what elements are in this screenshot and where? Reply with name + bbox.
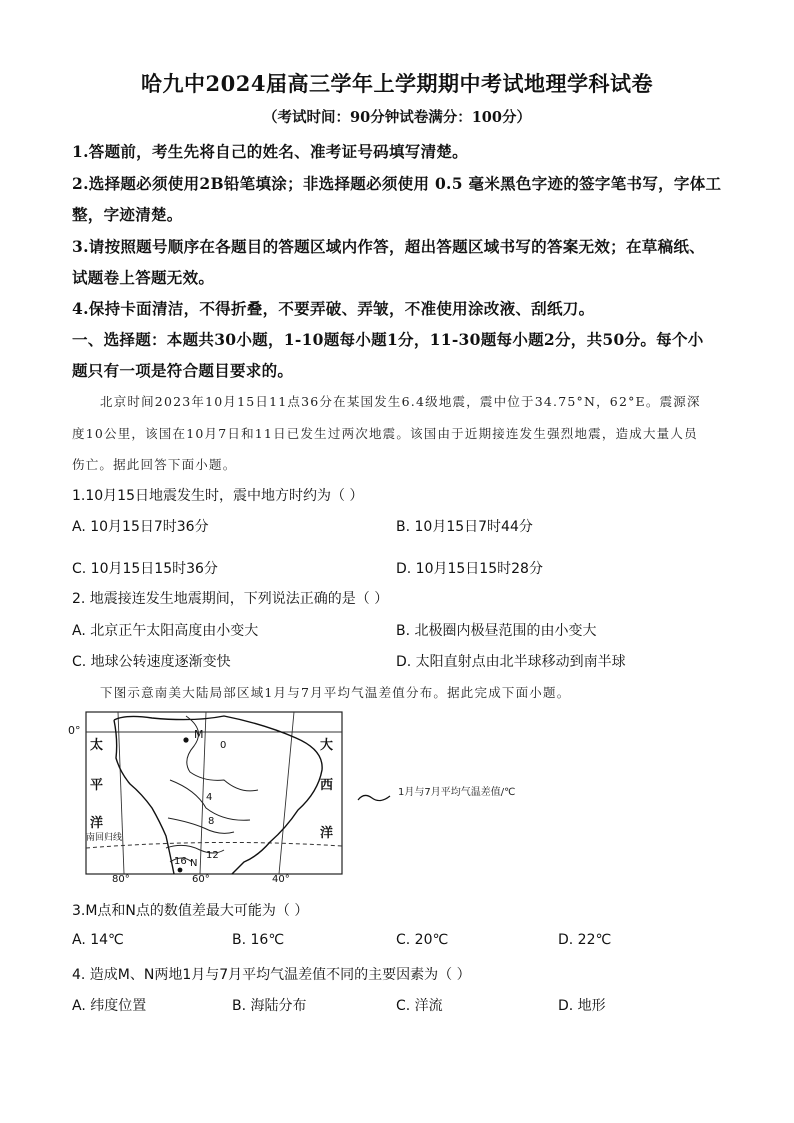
question-3-option-b[interactable]: B. 16℃	[232, 932, 285, 948]
pacific-char-2: 平	[90, 778, 104, 793]
question-3-option-d[interactable]: D. 22℃	[558, 932, 612, 948]
point-m-label: M	[194, 728, 204, 741]
isoline-label-0: 0	[220, 740, 227, 751]
instruction-3-cont: 试题卷上答题无效。	[72, 268, 215, 287]
question-1-option-b[interactable]: B. 10月15日7时44分	[396, 519, 533, 535]
legend-label: 1月与7月平均气温差值/℃	[398, 787, 516, 798]
legend-isoline-symbol	[356, 788, 392, 808]
atlantic-char-3: 洋	[320, 826, 334, 841]
question-3-option-c[interactable]: C. 20℃	[396, 932, 449, 948]
isoline-label-8: 8	[208, 816, 215, 827]
isoline-label-4: 4	[206, 792, 213, 803]
longitude-label-80: 80°	[112, 874, 130, 885]
isoline-label-12: 12	[206, 850, 219, 861]
passage-1-line-1: 北京时间2023年10月15日11点36分在某国发生6.4级地震，震中位于34.75°N，62°E。震源深	[100, 394, 701, 409]
question-4-option-a[interactable]: A. 纬度位置	[72, 998, 147, 1014]
question-2-option-c[interactable]: C. 地球公转速度逐渐变快	[72, 654, 231, 670]
temperature-difference-map	[68, 710, 346, 886]
question-4-option-d[interactable]: D. 地形	[558, 998, 606, 1014]
section-heading-cont: 题只有一项是符合题目要求的。	[72, 361, 294, 380]
point-n-label: N	[190, 858, 198, 869]
question-2-option-b[interactable]: B. 北极圈内极昼范围的由小变大	[396, 623, 597, 639]
question-3-stem: 3.M点和N点的数值差最大可能为（ ）	[72, 903, 309, 919]
question-2-option-d[interactable]: D. 太阳直射点由北半球移动到南半球	[396, 654, 626, 670]
instruction-3: 3.请按照题号顺序在各题目的答题区域内作答，超出答题区域书写的答案无效；在草稿纸、	[72, 237, 705, 256]
question-1-stem: 1.10月15日地震发生时，震中地方时约为（ ）	[72, 488, 364, 504]
instruction-4: 4.保持卡面清洁，不得折叠，不要弄破、弄皱，不准使用涂改液、刮纸刀。	[72, 299, 595, 318]
section-heading: 一、选择题：本题共30小题，1-10题每小题1分，11-30题每小题2分，共50分。每个小	[72, 330, 704, 349]
point-n-marker	[178, 868, 183, 873]
instruction-2: 2.选择题必须使用2B铅笔填涂；非选择题必须使用 0.5 毫米黑色字迹的签字笔书写，字体工	[72, 174, 722, 193]
atlantic-char-2: 西	[320, 778, 334, 793]
question-1-option-a[interactable]: A. 10月15日7时36分	[72, 519, 209, 535]
isoline-label-16: 16	[174, 856, 187, 867]
question-2-stem: 2. 地震接连发生地震期间，下列说法正确的是（ ）	[72, 591, 389, 607]
question-4-stem: 4. 造成M、N两地1月与7月平均气温差值不同的主要因素为（ ）	[72, 967, 471, 983]
passage-1-line-2: 度10公里，该国在10月7日和11日已发生过两次地震。该国由于近期接连发生强烈地震，造成大量人员	[72, 426, 698, 441]
passage-1-line-3: 伤亡。据此回答下面小题。	[72, 457, 237, 472]
instruction-2-cont: 整，字迹清楚。	[72, 205, 183, 224]
longitude-label-40: 40°	[272, 874, 290, 885]
tropic-label: 南回归线	[86, 833, 123, 843]
question-2-option-a[interactable]: A. 北京正午太阳高度由小变大	[72, 623, 259, 639]
question-4-option-b[interactable]: B. 海陆分布	[232, 998, 307, 1014]
pacific-char-1: 太	[90, 738, 104, 753]
point-m-marker	[183, 737, 188, 742]
atlantic-char-1: 大	[320, 738, 334, 753]
pacific-char-3: 洋	[90, 816, 104, 831]
latitude-label-0: 0°	[68, 724, 81, 737]
instruction-1: 1.答题前，考生先将自己的姓名、准考证号码填写清楚。	[72, 142, 468, 161]
exam-meta: （考试时间：90分钟试卷满分：100分）	[263, 109, 531, 126]
question-1-option-d[interactable]: D. 10月15日15时28分	[396, 561, 543, 577]
page-title: 哈九中2024届高三学年上学期期中考试地理学科试卷	[141, 71, 653, 96]
passage-2: 下图示意南美大陆局部区域1月与7月平均气温差值分布。据此完成下面小题。	[100, 685, 571, 700]
question-4-option-c[interactable]: C. 洋流	[396, 998, 443, 1014]
question-3-option-a[interactable]: A. 14℃	[72, 932, 124, 948]
question-1-option-c[interactable]: C. 10月15日15时36分	[72, 561, 218, 577]
longitude-label-60: 60°	[192, 874, 210, 885]
